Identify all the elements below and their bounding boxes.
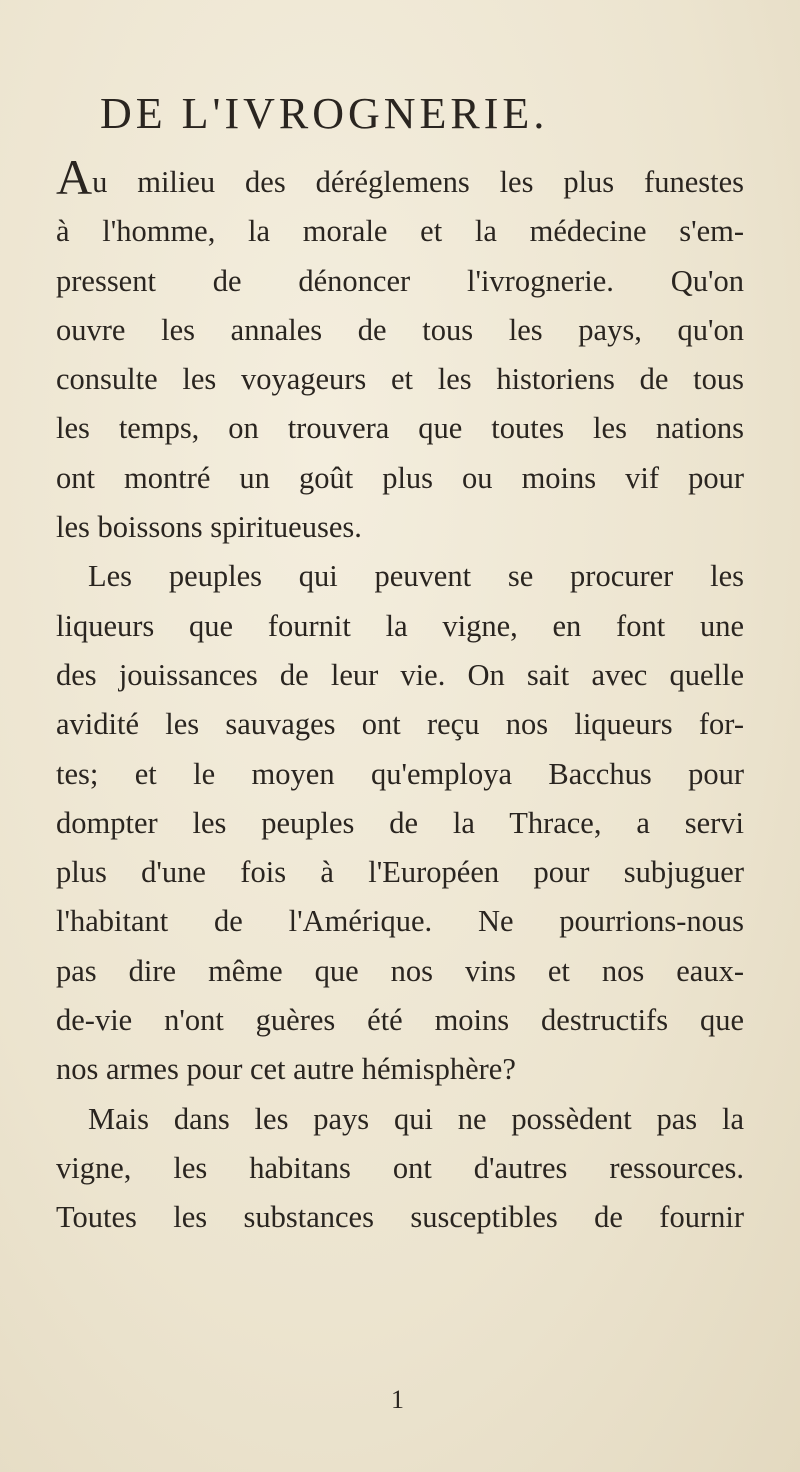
text-line: ouvre les annales de tous les pays, qu'on [56,312,744,347]
text-line: de-vie n'ont guères été moins destructifs que [56,1003,744,1038]
text-line: tes; et le moyen qu'employa Bacchus pour [56,756,744,791]
text-line: des jouissances de leur vie. On sait avec quelle [56,657,744,692]
text-line: Les peuples qui peuvent se procurer les [88,559,744,594]
text-line: avidité les sauvages ont reçu nos liqueurs for- [56,707,744,742]
text-line: consulte les voyageurs et les historiens de tous [56,362,744,397]
text-line: pas dire même que nos vins et nos eaux- [56,953,744,988]
text-line: Mais dans les pays qui ne possèdent pas la [88,1101,744,1136]
text-line: les boissons spiritueuses. [56,510,362,545]
text-line: Toutes les substances susceptibles de fournir [56,1200,744,1235]
text-line: ont montré un goût plus ou moins vif pour [56,460,744,495]
text-line: les temps, on trouvera que toutes les nations [56,411,744,446]
text-line: plus d'une fois à l'Européen pour subjuguer [56,855,744,890]
chapter-title: DE L'IVROGNERIE. [100,89,549,138]
text-line: l'habitant de l'Amérique. Ne pourrions-nous [56,904,744,939]
text-line: liqueurs que fournit la vigne, en font une [56,608,744,643]
text-line: vigne, les habitans ont d'autres ressources. [56,1150,744,1185]
body-text [56,149,744,1243]
text-line: dompter les peuples de la Thrace, a servi [56,805,744,840]
text-line: nos armes pour cet autre hémisphère? [56,1052,516,1087]
page-number: 1 [391,1385,404,1414]
text-line: pressent de dénoncer l'ivrognerie. Qu'on [56,263,744,298]
text-line: Au milieu des déréglemens les plus funestes [56,149,744,205]
text-line: à l'homme, la morale et la médecine s'em- [56,214,744,249]
drop-cap: A [56,149,93,205]
